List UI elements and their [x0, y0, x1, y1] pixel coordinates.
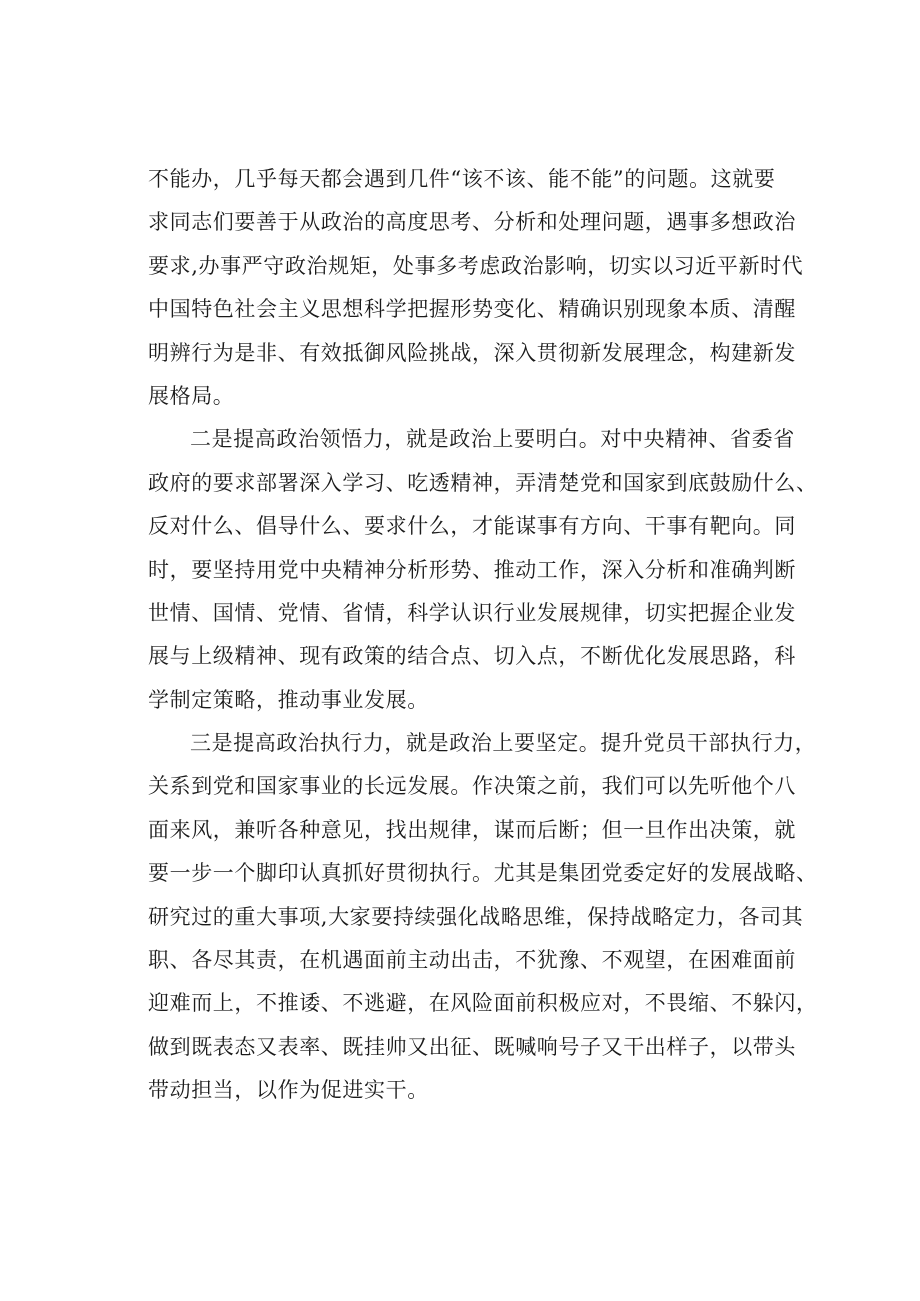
text-line: 迎难而上，不推诿、不逃避，在风险面前积极应对，不畏缩、不躲闪，	[148, 991, 818, 1016]
text-line: 要一步一个脚印认真抓好贯彻执行。尤其是集团党委定好的发展战略、	[148, 861, 818, 886]
text-line: 时，要坚持用党中央精神分析形势、推动工作，深入分析和准确判断	[148, 557, 796, 582]
text-line: 要求,办事严守政治规矩，处事多考虑政治影响，切实以习近平新时代	[148, 253, 804, 278]
text-line: 中国特色社会主义思想科学把握形势变化、精确识别现象本质、清醒	[148, 297, 796, 322]
text-line: 展与上级精神、现有政策的结合点、切入点，不断优化发展思路，科	[148, 644, 796, 669]
text-line: 面来风，兼听各种意见，找出规律，谋而后断；但一旦作出决策，就	[148, 817, 796, 842]
text-line: 研究过的重大事项,大家要持续强化战略思维，保持战略定力，各司其	[148, 904, 804, 929]
text-line: 学制定策略，推动事业发展。	[148, 687, 429, 712]
text-line: 不能办，几乎每天都会遇到几件“该不该、能不能”的问题。这就要	[148, 167, 776, 191]
text-line: 世情、国情、党情、省情，科学认识行业发展规律，切实把握企业发	[148, 600, 796, 625]
paragraph-continuation	[148, 158, 808, 418]
text-line: 关系到党和国家事业的长远发展。作决策之前，我们可以先听他个八	[148, 774, 796, 799]
text-line: 做到既表态又表率、既挂帅又出征、既喊响号子又干出样子，以带头	[148, 1034, 796, 1059]
document-body	[148, 158, 818, 1113]
text-line: 展格局。	[148, 383, 235, 408]
text-line: 职、各尽其责，在机遇面前主动出击，不犹豫、不观望，在困难面前	[148, 948, 796, 973]
paragraph-point-two	[148, 418, 818, 722]
text-line: 带动担当，以作为促进实干。	[148, 1078, 429, 1103]
text-line: 求同志们要善于从政治的高度思考、分析和处理问题，遇事多想政治	[148, 210, 796, 235]
text-line: 二是提高政治领悟力，就是政治上要明白。对中央精神、省委省	[190, 427, 795, 452]
text-line: 反对什么、倡导什么、要求什么，才能谋事有方向、干事有靶向。同	[148, 514, 796, 539]
paragraph-point-three	[148, 722, 818, 1113]
text-line: 三是提高政治执行力，就是政治上要坚定。提升党员干部执行力，	[190, 731, 817, 756]
text-line: 明辨行为是非、有效抵御风险挑战，深入贯彻新发展理念，构建新发	[148, 340, 796, 365]
text-line: 政府的要求部署深入学习、吃透精神，弄清楚党和国家到底鼓励什么、	[148, 470, 818, 495]
